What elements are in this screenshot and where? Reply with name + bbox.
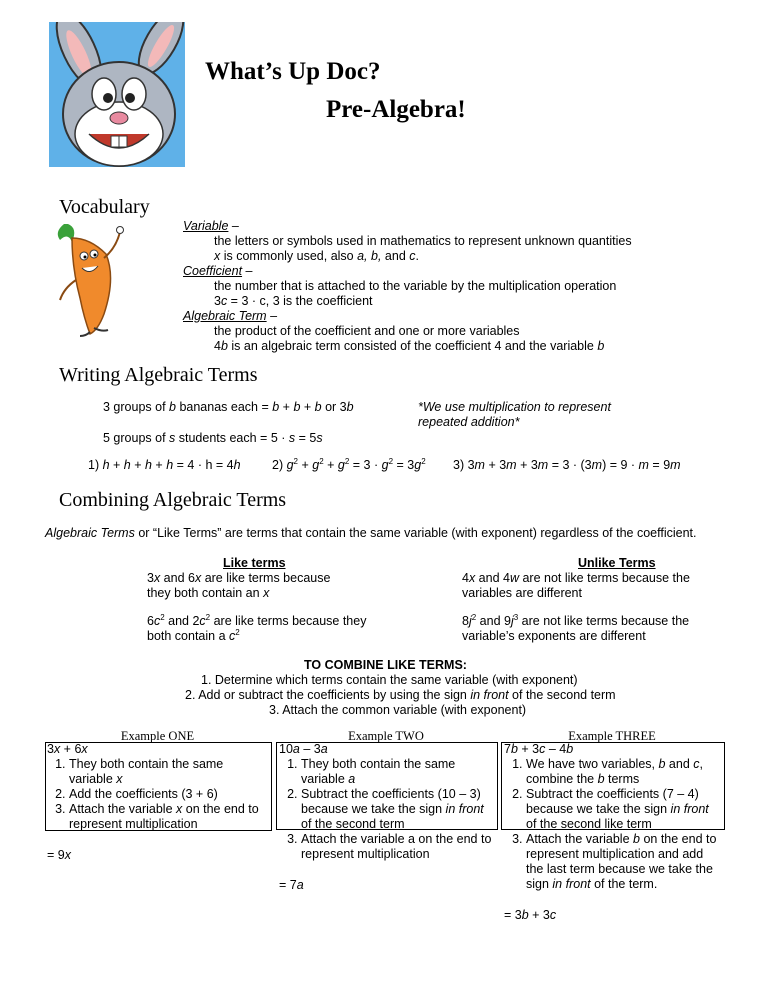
rules-heading: TO COMBINE LIKE TERMS: bbox=[304, 658, 467, 672]
vocab-def-variable: the letters or symbols used in mathematics to represent unknown quantities bbox=[214, 234, 632, 248]
writing-example-2: 2) $g^2 + g^2 + g^2 = 3 \cdot g^2 = 3g^2$ bbox=[272, 456, 426, 472]
carrot-image bbox=[50, 218, 136, 338]
vocab-example-algebraic: 4b is an algebraic term consisted of the coefficient 4 and the variable b bbox=[214, 339, 605, 353]
like-example-1: 3x and 6x are like terms because they both contain an x bbox=[147, 571, 331, 600]
like-terms-heading: Like terms bbox=[223, 556, 286, 570]
combining-heading: Combining Algebraic Terms bbox=[59, 489, 287, 511]
vocab-example-coefficient: 3c = 3 · c, 3 is the coefficient bbox=[214, 294, 373, 308]
vocab-example-variable: x is commonly used, also a, b, and c. bbox=[214, 249, 419, 263]
vocab-term-algebraic: Algebraic Term – bbox=[183, 309, 278, 323]
rule-1: 1. Determine which terms contain the same variable (with exponent) bbox=[201, 673, 578, 687]
unlike-example-2: $8j^2$ and $9j^3$ are not like terms because the variable’s exponents are different bbox=[462, 612, 690, 643]
rule-3: 3. Attach the common variable (with exponent) bbox=[269, 703, 527, 717]
bunny-image bbox=[49, 22, 185, 167]
example-two-label: Example TWO bbox=[348, 729, 424, 743]
unlike-example-1: 4x and 4w are not like terms because the variables are different bbox=[462, 571, 690, 600]
writing-line-2: 5 groups of s students each = 5 · s = 5s bbox=[103, 431, 323, 445]
page-subtitle: Pre-Algebra! bbox=[326, 96, 466, 123]
like-example-2: $6c^2$ and $2c^2$ are like terms because they both contain a $c^2$ bbox=[147, 612, 367, 643]
rule-2: 2. Add or subtract the coefficients by using the sign in front of the second term bbox=[185, 688, 616, 702]
example-three-label: Example THREE bbox=[568, 729, 656, 743]
example-one-content: 3x + 6x 1. They both contain the same variable x 2. Add the coefficients (3 + 6) 3. Attach the variable x on the end to represent multiplication = 9x bbox=[47, 742, 269, 863]
vocab-def-coefficient: the number that is attached to the variable by the multiplication operation bbox=[214, 279, 617, 293]
writing-heading: Writing Algebraic Terms bbox=[59, 364, 258, 386]
example-two-content: 10a – 3a 1. They both contain the same variable a 2. Subtract the coefficients (10 – 3) because we take the sign in front of the second term 3. Attach the variable a on the end to represent multiplication = 7a bbox=[279, 742, 494, 893]
writing-line-1: 3 groups of b bananas each = b + b + b or 3b bbox=[103, 400, 354, 414]
vocabulary-heading: Vocabulary bbox=[59, 196, 150, 218]
vocab-def-algebraic: the product of the coefficient and one or more variables bbox=[214, 324, 520, 338]
vocab-term-variable: Variable – bbox=[183, 219, 239, 233]
vocab-term-coefficient: Coefficient – bbox=[183, 264, 253, 278]
writing-example-3: 3) 3m + 3m + 3m = 3 · (3m) = 9 · m = 9m bbox=[453, 458, 681, 472]
example-one-label: Example ONE bbox=[120, 729, 195, 743]
combining-intro: Algebraic Terms or “Like Terms” are terms that contain the same variable (with exponent) regardless of the coefficient. bbox=[45, 526, 697, 540]
unlike-terms-heading: Unlike Terms bbox=[578, 556, 656, 570]
writing-note: *We use multiplication to represent repeated addition* bbox=[418, 400, 611, 429]
writing-example-1: 1) h + h + h + h = 4 · h = 4h bbox=[88, 458, 241, 472]
example-three-content: 7b + 3c – 4b 1. We have two variables, b and c, combine the b terms 2. Subtract the coefficients (7 – 4) because we take the sign in front of the second like term 3. Attach the variable b on the end to represent multiplication and add the last term because we take the sign in front of the term. = 3b + 3c bbox=[504, 742, 722, 923]
page-title: What’s Up Doc? bbox=[205, 58, 381, 85]
